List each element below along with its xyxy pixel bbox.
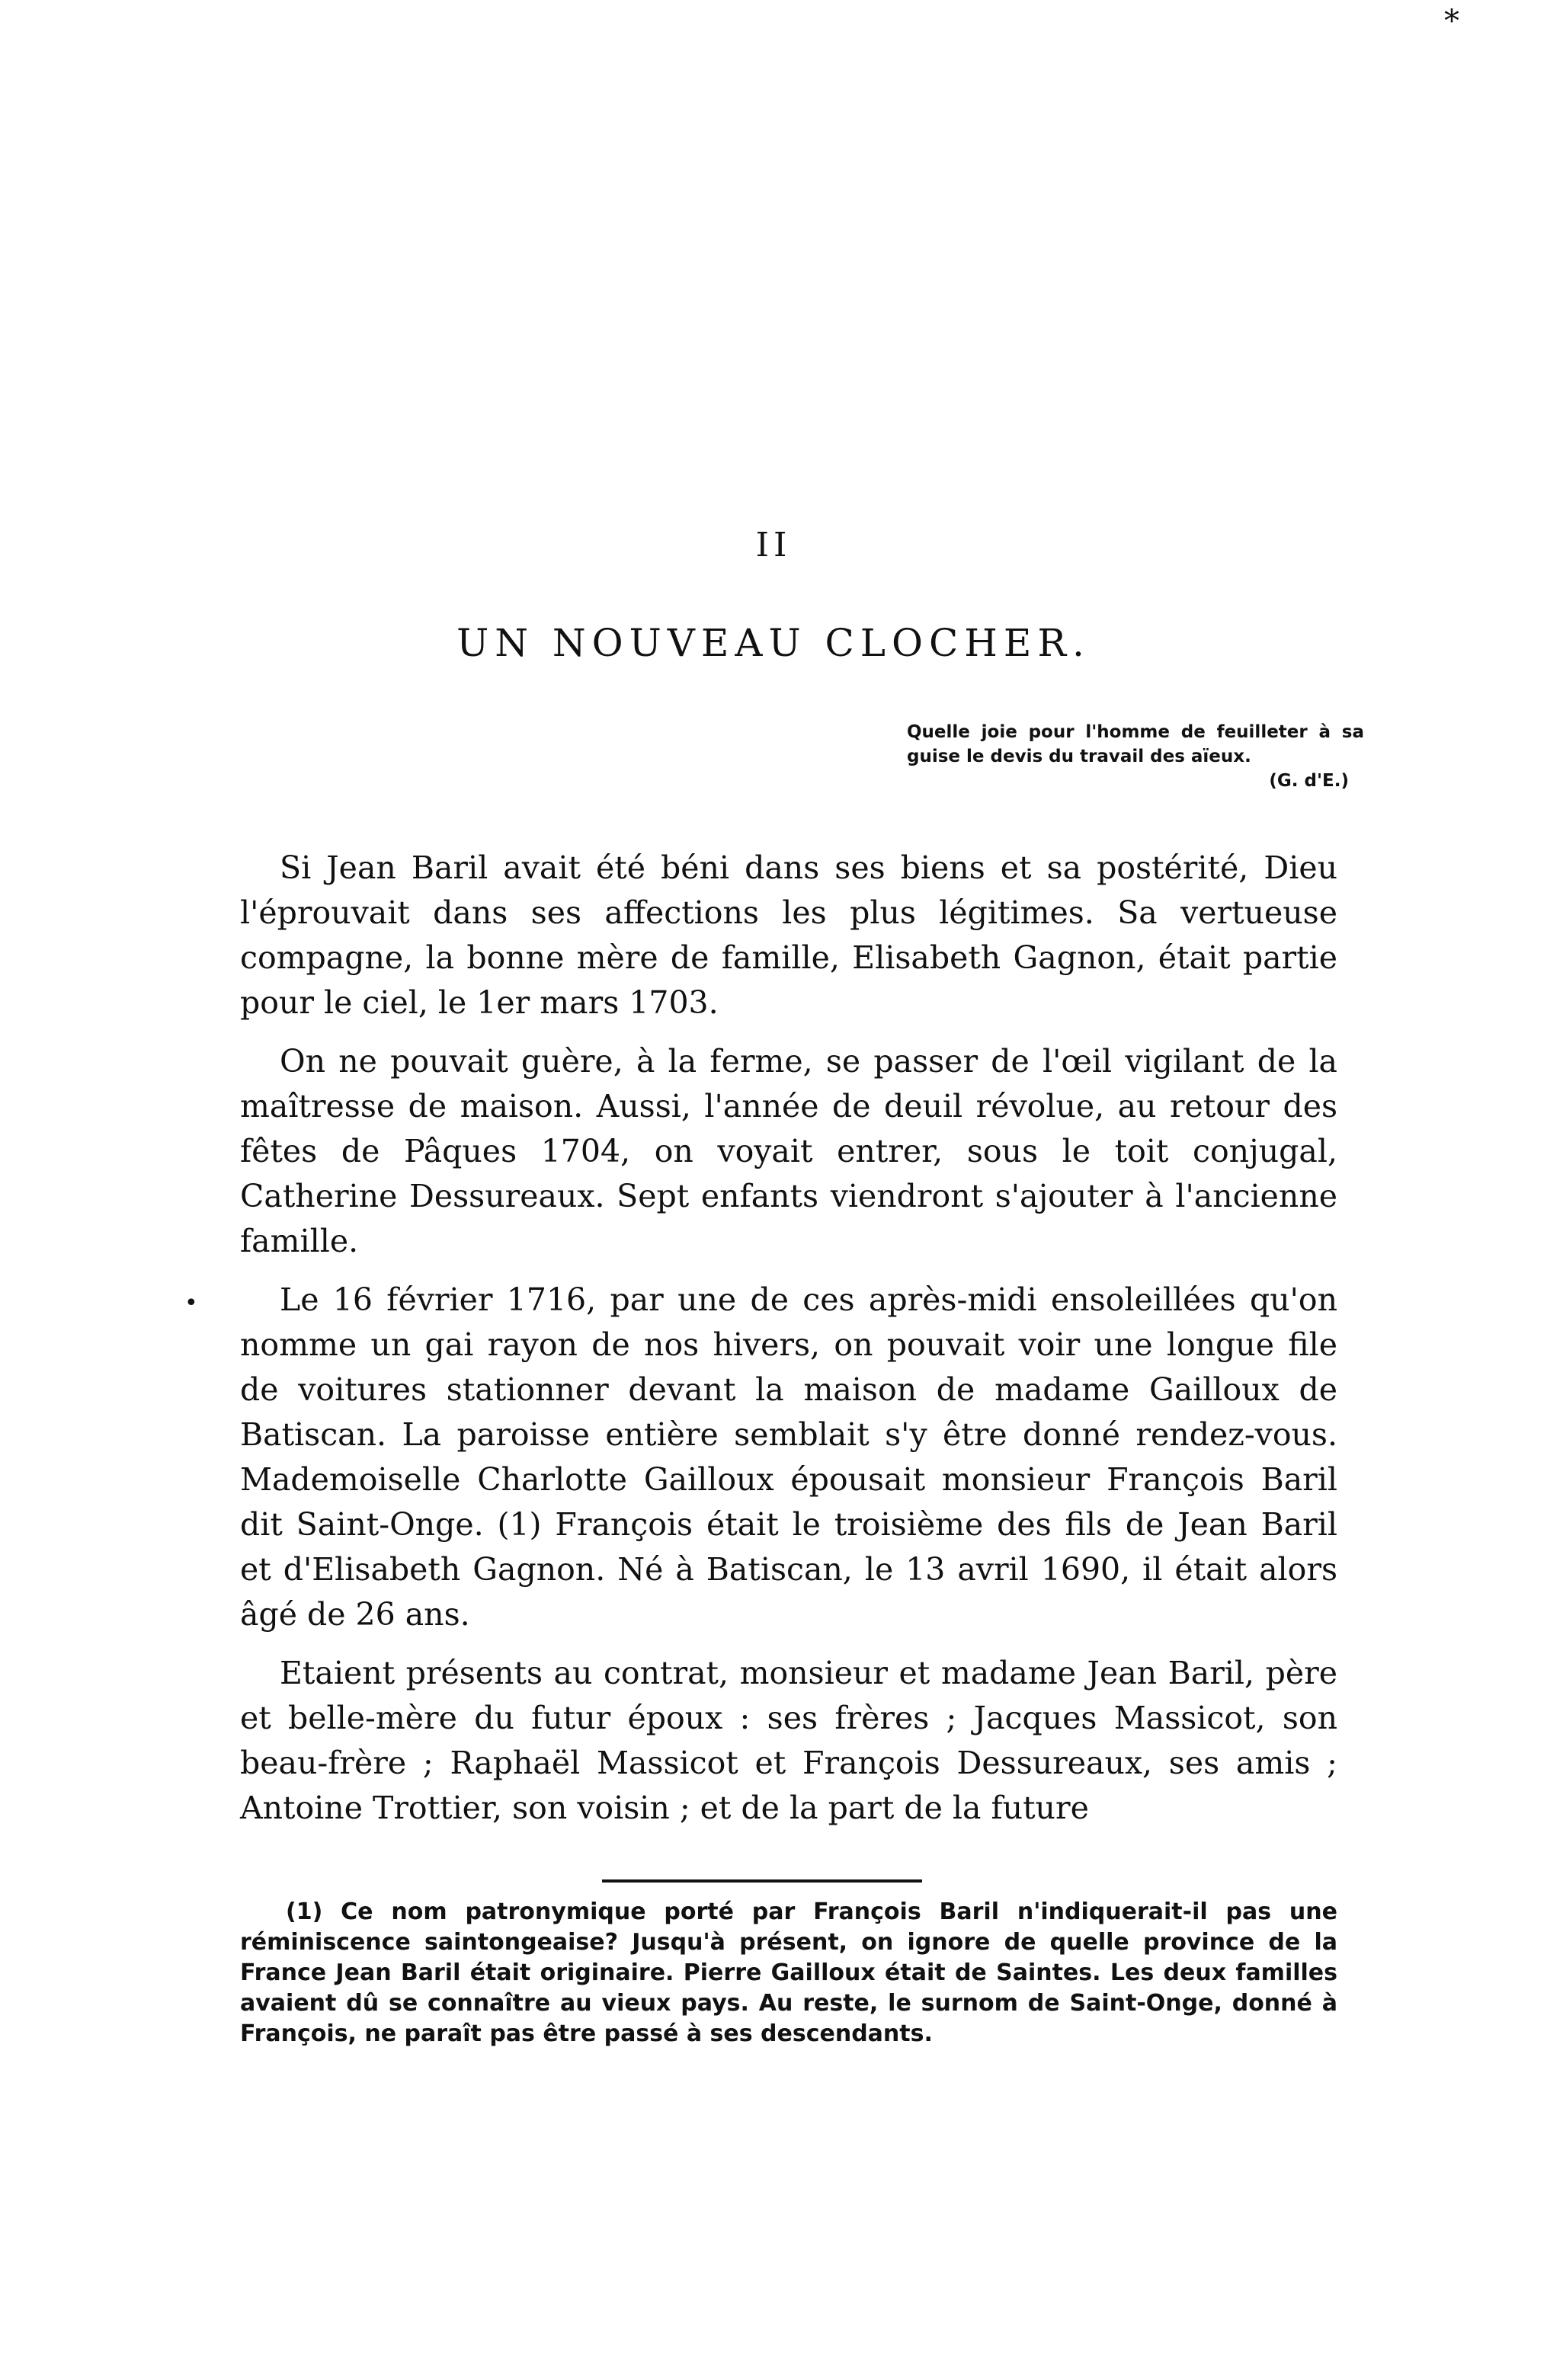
paragraph: On ne pouvait guère, à la ferme, se passer de l'œil vigilant de la maîtresse de maison. Aussi, l'année de deuil révolue, au retour des fêtes de Pâques 1704, on voyait entrer, sous le toit conjugal, Catherine Dessureaux. Sept enfants viendront s'ajouter à l'ancienne famille. — [240, 1043, 1337, 1259]
body-text — [240, 846, 1337, 1844]
epigraph — [907, 720, 1364, 793]
footnote-text: (1) Ce nom patronymique porté par François Baril n'indiquerait-il pas une réminiscence saintongeaise? Jusqu'à présent, on ignore de quelle province de la France Jean Baril était originaire. Pierre Gailloux était de Saintes. Les deux familles avaient dû se connaître au vieux pays. Au reste, le surnom de Saint-Onge, donné à François, ne paraît pas être passé à ses descendants. — [240, 1899, 1337, 2047]
chapter-title: UN NOUVEAU CLOCHER. — [456, 621, 1091, 665]
paragraph: Si Jean Baril avait été béni dans ses biens et sa postérité, Dieu l'éprouvait dans ses affections les plus légitimes. Sa vertueuse compagne, la bonne mère de famille, Elisabeth Gagnon, était partie pour le ciel, le 1er mars 1703. — [240, 849, 1337, 1021]
epigraph-text: Quelle joie pour l'homme de feuilleter à sa guise le devis du travail des aïeux. — [907, 722, 1364, 766]
margin-bullet: • — [184, 1290, 198, 1316]
paragraph: Etaient présents au contrat, monsieur et madame Jean Baril, père et belle-mère du futur époux : ses frères ; Jacques Massicot, son beau-frère ; Raphaël Massicot et François Dessureaux, ses amis ; Antoine Trottier, son voisin ; et de la part de la future — [240, 1655, 1337, 1826]
corner-mark: * — [1444, 4, 1459, 39]
paragraph: Le 16 février 1716, par une de ces après-midi ensoleillées qu'on nomme un gai rayon de nos hivers, on pouvait voir une longue file de voitures stationner devant la maison de madame Gailloux de Batiscan. La paroisse entière semblait s'y être donné rendez-vous. Mademoiselle Charlotte Gailloux épousait monsieur François Baril dit Saint-Onge. (1) François était le troisième des fils de Jean Baril et d'Elisabeth Gagnon. Né à Batiscan, le 13 avril 1690, il était alors âgé de 26 ans. — [240, 1281, 1337, 1633]
footnote — [240, 1897, 1337, 2049]
footnote-rule — [602, 1879, 922, 1883]
epigraph-attribution: (G. d'E.) — [1269, 771, 1349, 791]
chapter-number: II — [755, 526, 792, 565]
